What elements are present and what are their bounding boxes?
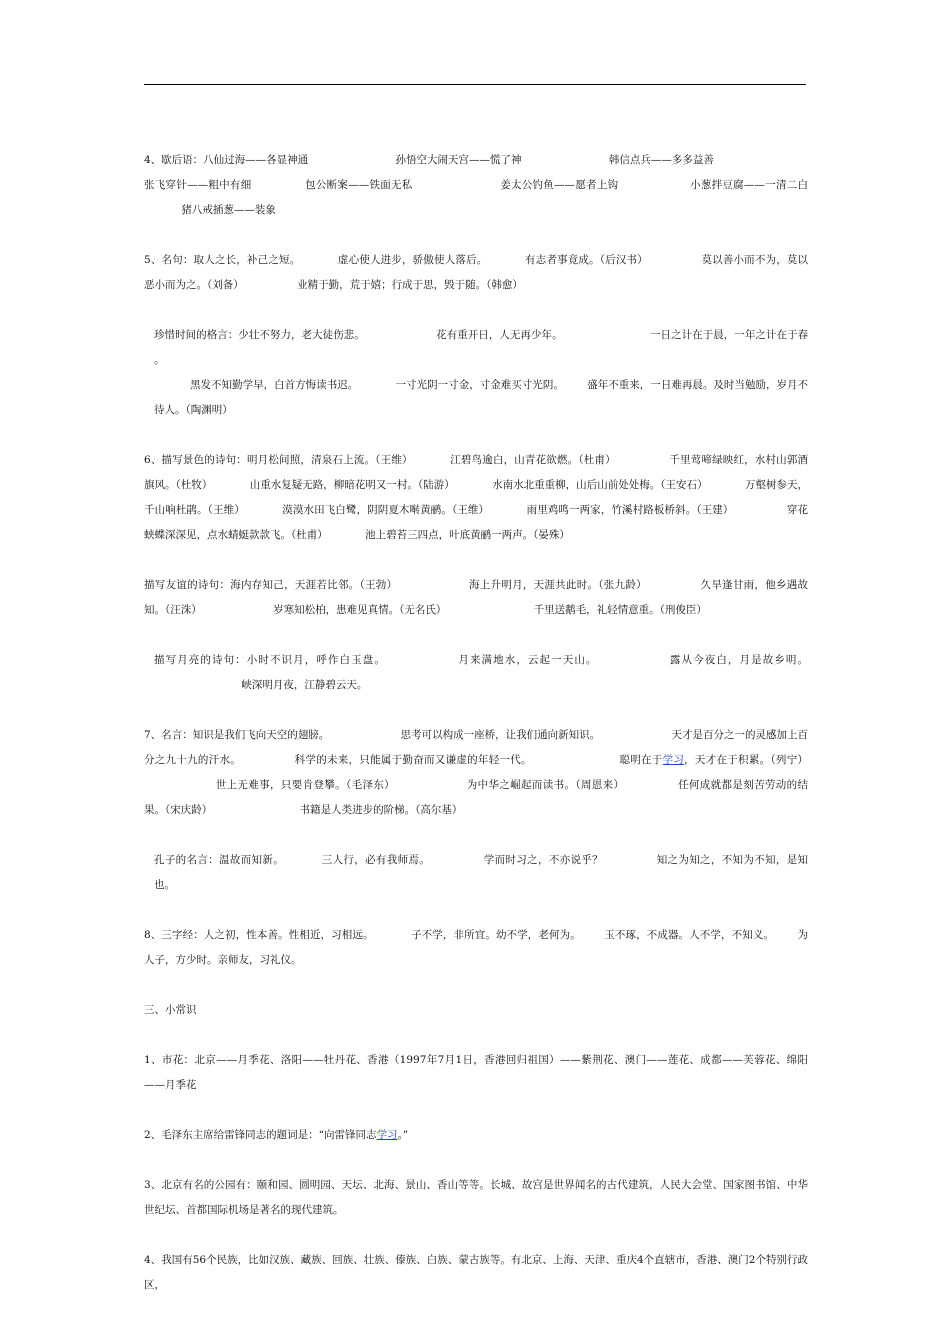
time-proverb-1: 珍惜时间的格言：少壮不努力，老大徒伤悲。 [154,329,365,341]
study-link[interactable]: 学习 [662,754,685,766]
time-proverbs-paragraph [144,323,808,423]
leifeng-paragraph [144,1123,808,1148]
friendship-poem-1: 描写友谊的诗句：海内存知己，天涯若比邻。（王勃） [144,579,398,591]
confucius-quote-3: 学而时习之，不亦说乎？ [483,854,603,866]
header-rule [144,84,806,85]
famous-sentences-paragraph [144,248,808,298]
quote-9: 书籍是人类进步的阶梯。（高尔基） [299,804,463,816]
confucius-quote-4: 知之为知之，不知为不知，是知也。 [154,854,809,891]
scenery-poem-1: 6、描写景色的诗句：明月松间照，清泉石上流。（王维） [144,454,413,466]
time-proverb-2: 花有重开日，人无再少年。 [436,329,563,341]
classic-line-3: 玉不琢，不成器。人不学，不知义。 [604,929,775,941]
leifeng-text-end: 。” [397,1129,409,1141]
scenery-poem-6: 万壑树参天，千山响杜鹃。（王维） [144,479,809,516]
moon-poems-paragraph [144,648,808,698]
sentence-1: 5、名句：取人之长，补己之短。 [144,254,301,266]
xiehouyu-5: 包公断案——铁面无私 [305,179,413,191]
classic-line-4: 为人子，方少时。亲师友，习礼仪。 [144,929,808,966]
moon-poem-3: 露从今夜白，月是故乡明。 [669,654,809,666]
time-proverb-3: 一日之计在于晨，一年之计在于春 。 [154,329,809,366]
time-proverb-4: 黑发不知勤学早，白首方悔读书迟。 [190,379,359,391]
study-link-2[interactable]: 学习 [376,1129,398,1141]
quote-1: 7、名言：知识是我们飞向天空的翅膀。 [144,729,330,741]
scenery-poem-5: 水南水北重重柳，山后山前处处梅。（王安石） [492,479,708,491]
xiehouyu-7: 小葱拌豆腐——一清二白 [690,179,809,191]
scenery-poem-7: 漠漠水田飞白鹭，阴阴夏木啭黄鹂。（王维） [282,504,490,516]
friendship-poem-5: 千里送鹅毛，礼轻情意重。（刑俊臣） [533,604,707,616]
moon-poem-4: 峡深明月夜，江静碧云天。 [241,679,368,691]
confucius-quote-2: 三人行，必有我师焉。 [321,854,431,866]
scenery-poem-3: 千里莺啼绿映红，水村山郭酒旗风。（杜牧） [144,454,809,491]
sentence-2: 虚心使人进步，骄傲使人落后。 [337,254,488,266]
xiehouyu-1: 4、歇后语：八仙过海——各显神通 [144,154,309,166]
time-proverb-5: 一寸光阴一寸金，寸金难买寸光阴。 [395,379,564,391]
friendship-poem-2: 海上升明月，天涯共此时。（张九龄） [468,579,647,591]
scenery-poem-9: 穿花蛱蝶深深见，点水蜻蜓款款飞。（杜甫） [144,504,809,541]
xiehouyu-2: 孙悟空大闹天宫——慌了神 [395,154,522,166]
document-body [144,148,808,1323]
scenery-poem-2: 江碧鸟逾白，山青花欲燃。（杜甫） [450,454,616,466]
xiehouyu-paragraph [144,148,808,223]
friendship-poem-3: 久旱逢甘雨，他乡遇故知。（汪洙） [144,579,809,616]
moon-poem-2: 月来满地水，云起一天山。 [458,654,598,666]
sentence-5: 业精于勤，荒于嬉；行成于思，毁于随。（韩愈） [297,279,523,291]
confucius-quote-1: 孔子的名言：温故而知新。 [154,854,285,866]
scenery-poems-paragraph [144,448,808,548]
famous-quotes-paragraph [144,723,808,823]
quote-3: 天才是百分之一的灵感加上百分之九十九的汗水。 [144,729,808,766]
xiehouyu-8: 猪八戒插葱——装象 [181,204,276,216]
city-flowers-paragraph: 1、市花：北京——月季花、洛阳——牡丹花、香港（1997年7月1日，香港回归祖国）——紫荆花、澳门——莲花、成都——芙蓉花、绵阳——月季花 [144,1054,808,1091]
leifeng-text: 2、毛泽东主席给雷锋同志的题词是：“向雷锋同志 [144,1129,377,1141]
section-3-heading: 三、小常识 [144,1004,197,1016]
moon-poem-1: 描写月亮的诗句：小时不识月，呼作白玉盘。 [154,654,386,666]
sentence-4: 莫以善小而不为，莫以恶小而为之。（刘备） [144,254,809,291]
quote-7: 为中华之崛起而读书。（周恩来） [466,779,625,791]
quote-8: 任何成就都是刻苦劳动的结果。（宋庆龄） [144,779,809,816]
friendship-poems-paragraph [144,573,808,623]
quote-2: 思考可以构成一座桥，让我们通向新知识。 [400,729,601,741]
xiehouyu-6: 姜太公钓鱼——愿者上钩 [500,179,619,191]
quote-6: 世上无难事，只要肯登攀。（毛泽东） [215,779,396,791]
classic-line-1: 8、三字经：人之初，性本善。性相近，习相远。 [144,929,374,941]
xiehouyu-3: 韩信点兵——多多益善 [608,154,714,166]
scenery-poem-8: 雨里鸡鸣一两家，竹溪村路板桥斜。（王建） [526,504,734,516]
scenery-poem-10: 池上碧苔三四点，叶底黄鹂一两声。（晏殊） [365,529,570,541]
confucius-paragraph [144,848,808,898]
xiehouyu-4: 张飞穿针——粗中有细 [144,179,252,191]
scenery-poem-4: 山重水复疑无路，柳暗花明又一村。（陆游） [249,479,455,491]
three-character-classic-paragraph [144,923,808,973]
classic-line-2: 子不学，非所宜。幼不学，老何为。 [411,929,581,941]
ethnic-groups-paragraph: 4、我国有56个民族，比如汉族、藏族、回族、壮族、傣族、白族、蒙古族等。有北京、上海、天津、重庆4个直辖市，香港、澳门2个特别行政区， [144,1254,808,1291]
time-proverb-6: 盛年不重来，一日难再晨。及时当勉励，岁月不待人。（陶渊明） [154,379,809,416]
friendship-poem-4: 岁寒知松柏，患难见真情。（无名氏） [273,604,447,616]
quote-5-text-end: ，天才在于积累。（列宁） [684,754,808,766]
sentence-3: 有志者事竟成。（后汉书） [524,254,648,266]
quote-5 [619,754,808,766]
quote-4: 科学的未来，只能属于勤奋而又谦虚的年轻一代。 [294,754,532,766]
beijing-parks-paragraph: 3、北京有名的公园有：颐和园、圆明园、天坛、北海、景山、香山等等。长城、故宫是世界闻名的古代建筑，人民大会堂、国家图书馆、中华世纪坛、首都国际机场是著名的现代建筑。 [144,1179,808,1216]
quote-5-text: 聪明在于 [619,754,663,766]
